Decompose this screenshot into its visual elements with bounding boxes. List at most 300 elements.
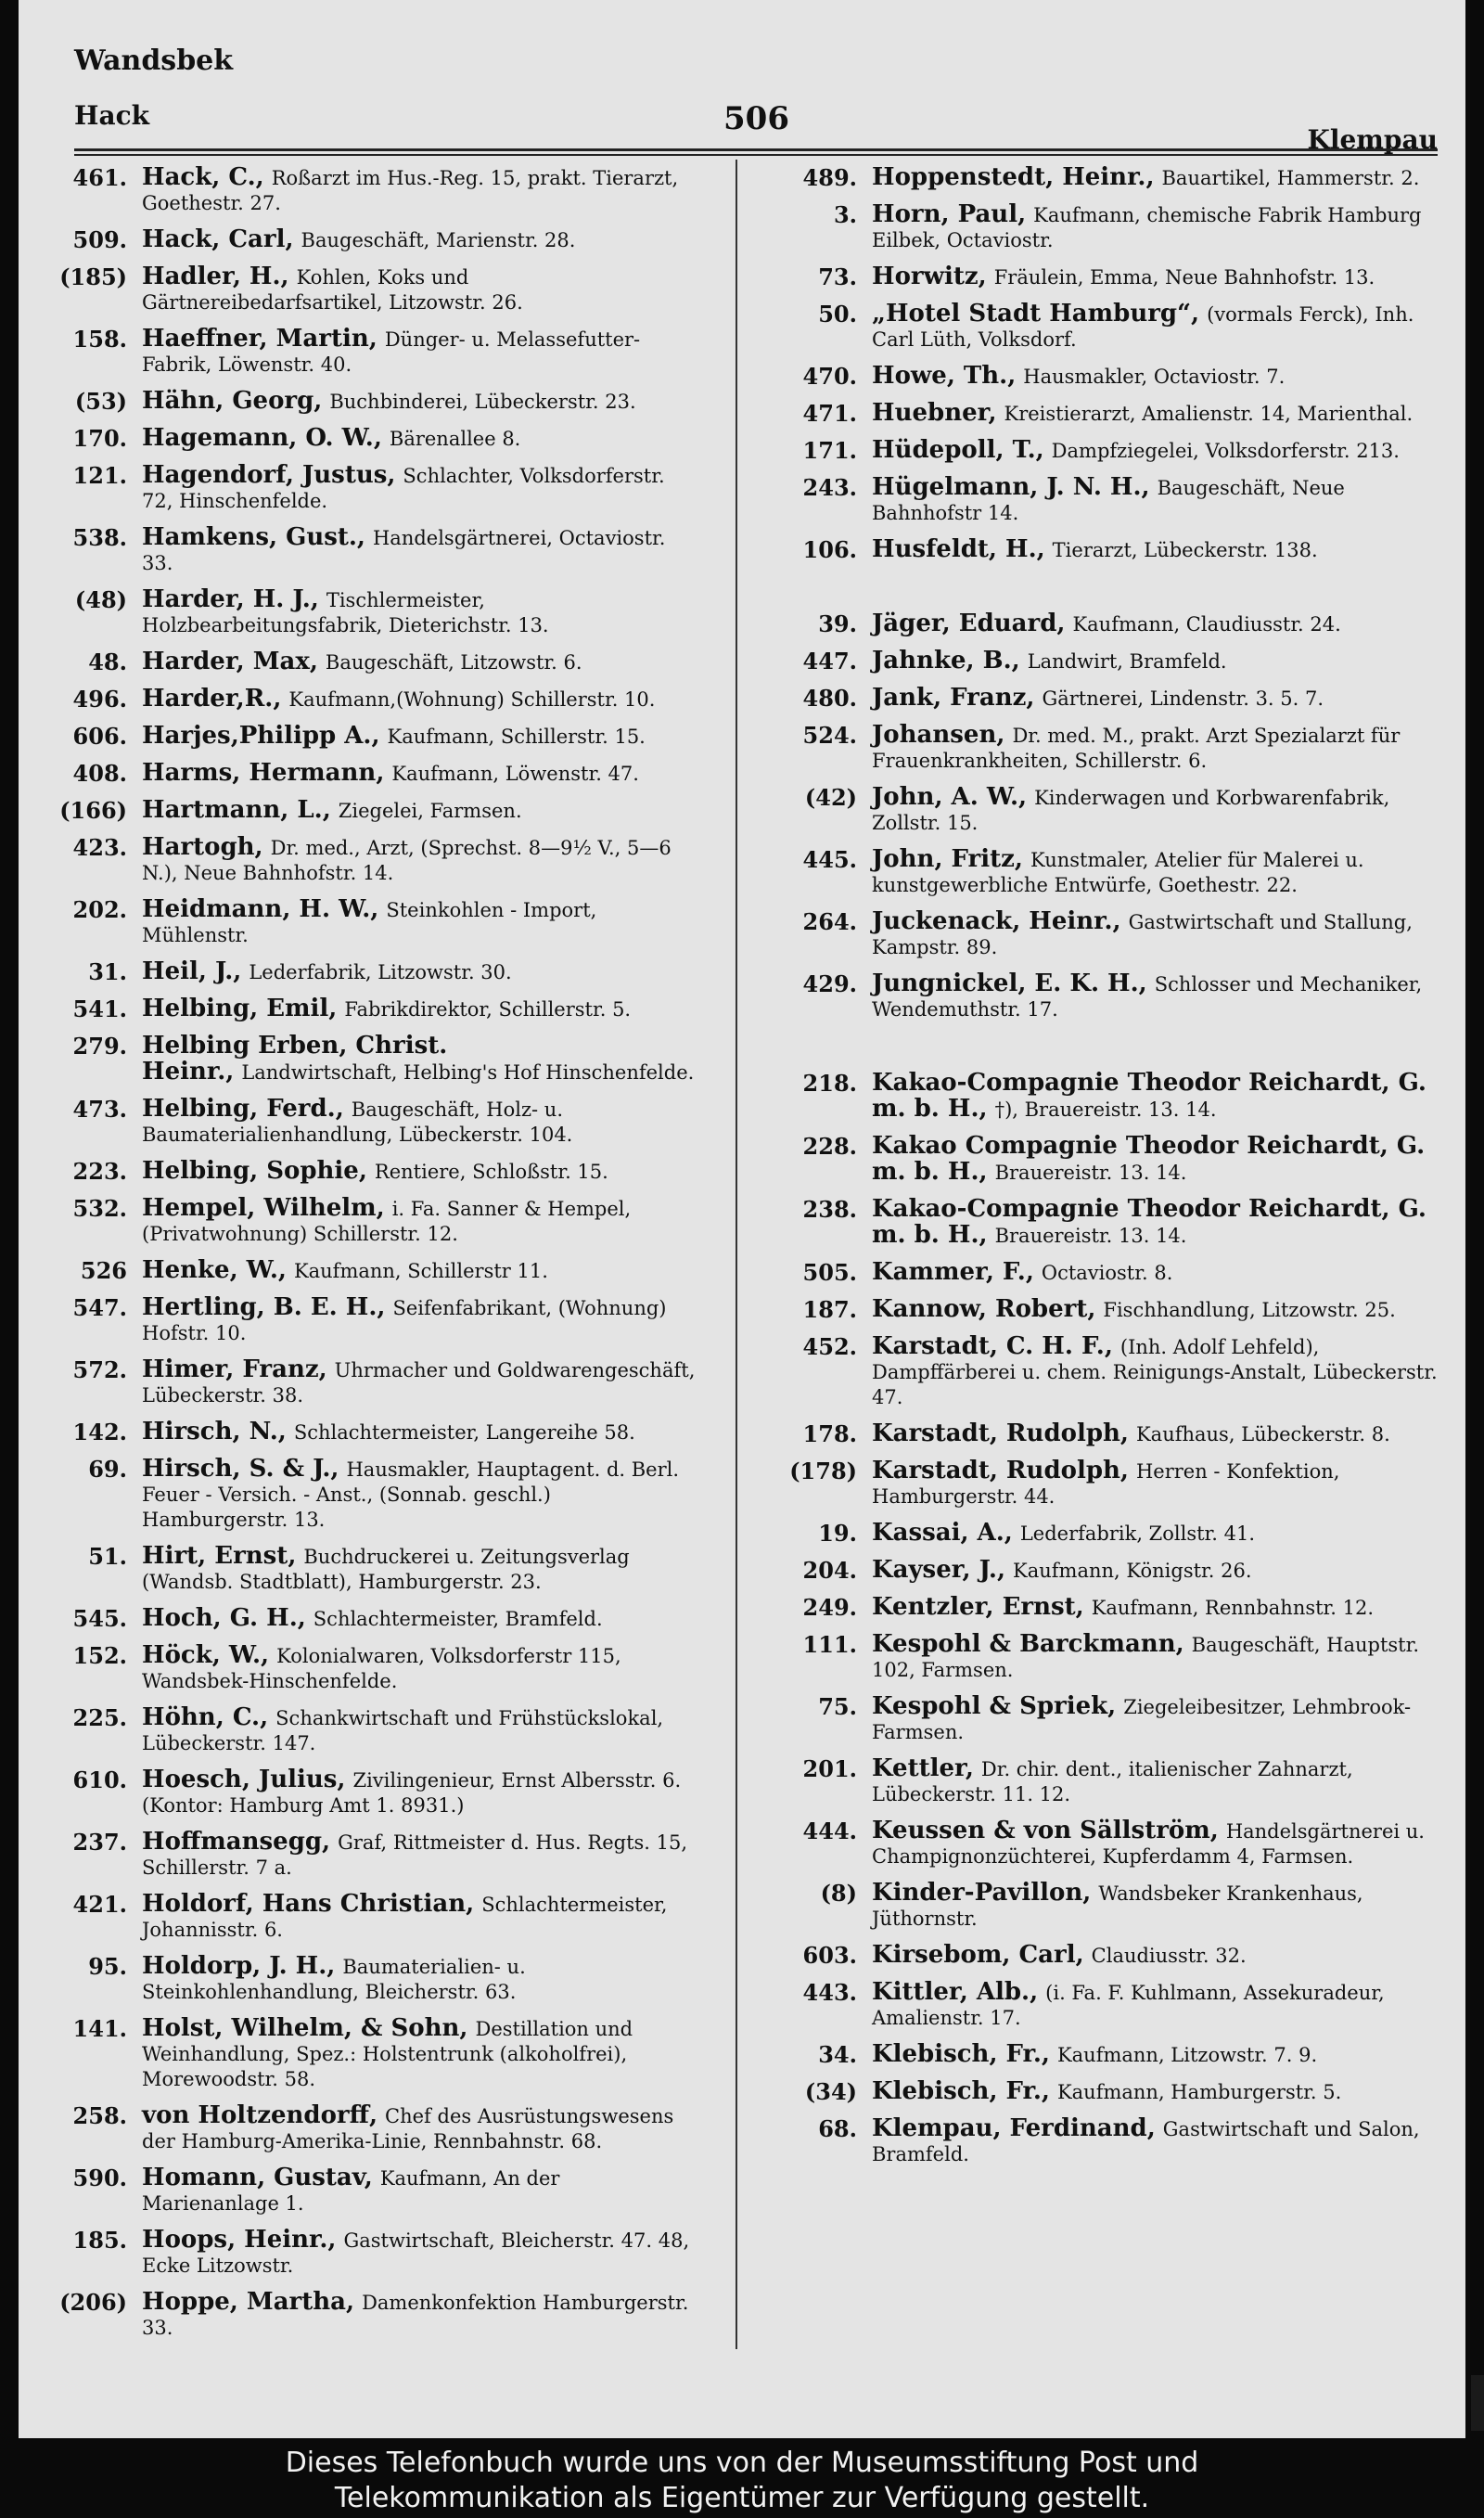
phone-number: 249. <box>802 1594 857 1621</box>
phone-number: 223. <box>72 1158 127 1185</box>
listing-text <box>142 1606 700 1632</box>
subscriber-details: Ziegelei, Farmsen. <box>338 800 522 822</box>
phone-number: 69. <box>88 1456 127 1483</box>
listing-entry <box>781 1197 1456 1249</box>
listing-text <box>142 1034 700 1086</box>
listing-text <box>872 971 1456 1022</box>
subscriber-details: Kohlen, Koks und Gärtnereibedarfsartikel, Litzowstr. 26. <box>142 266 523 314</box>
phone-number: 429. <box>802 970 857 997</box>
listing-text <box>142 1457 700 1533</box>
phone-number: 201. <box>802 1755 857 1782</box>
listing-text <box>142 2228 700 2279</box>
listing-text <box>142 2290 700 2341</box>
subscriber-details: (vormals Ferck), Inh. Carl Lüth, Volksdorf. <box>872 303 1414 351</box>
subscriber-details: Schlachter, Volksdorferstr. 72, Hinschenfelde. <box>142 465 665 512</box>
subscriber-details: Tischlermeister, Holzbearbeitungsfabrik, Dieterichstr. 13. <box>142 589 549 636</box>
subscriber-details: Dr. med., Arzt, (Sprechst. 8—9½ V., 5—6 N.), Neue Bahnhofstr. 14. <box>142 837 672 884</box>
listing-text <box>142 587 700 638</box>
subscriber-details: Gärtnerei, Lindenstr. 3. 5. 7. <box>1042 687 1324 710</box>
subscriber-name: Kannow, Robert, <box>872 1295 1096 1323</box>
listing-entry <box>781 364 1456 390</box>
section-gap <box>781 574 1456 611</box>
subscriber-name: Karstadt, Rudolph, <box>872 1457 1129 1484</box>
listing-text <box>872 1756 1456 1807</box>
phone-number: 606. <box>72 723 127 750</box>
phone-number: 461. <box>72 164 127 191</box>
subscriber-details: Baugeschäft, Neue Bahnhofstr 14. <box>872 477 1345 524</box>
subscriber-name: Hoppenstedt, Heinr., <box>872 163 1155 191</box>
subscriber-details: Dr. med. M., prakt. Arzt Spezialarzt für Frauenkrankheiten, Schillerstr. 6. <box>872 725 1401 772</box>
listing-entry <box>51 1159 700 1185</box>
subscriber-name: Kassai, A., <box>872 1519 1013 1547</box>
phone-number: 68. <box>818 2115 857 2142</box>
listing-entry <box>51 1705 700 1756</box>
subscriber-name: Hartmann, L., <box>142 796 331 824</box>
subscriber-details: Kaufmann,(Wohnung) Schillerstr. 10. <box>288 688 656 711</box>
listing-text <box>872 537 1456 563</box>
subscriber-details: Kaufmann, Hamburgerstr. 5. <box>1056 2081 1342 2103</box>
listing-text <box>142 1544 700 1595</box>
subscriber-details: Chef des Ausrüstungswesens der Hamburg-Amerika-Linie, Rennbahnstr. 68. <box>142 2105 674 2152</box>
subscriber-details: Ziegeleibesitzer, Lehmbrook-Farmsen. <box>872 1696 1412 1743</box>
subscriber-name: Harms, Hermann, <box>142 759 385 787</box>
subscriber-name: Kakao Compagnie Theodor Reichardt, G. m. b. H., <box>872 1132 1426 1186</box>
listing-text <box>872 165 1456 191</box>
subscriber-details: Buchbinderei, Lübeckerstr. 23. <box>329 391 636 413</box>
subscriber-details: Kaufmann, Claudiusstr. 24. <box>1072 613 1341 636</box>
listing-text <box>142 1705 700 1756</box>
listing-text <box>142 1892 700 1943</box>
subscriber-details: Steinkohlen - Import, Mühlenstr. <box>142 899 597 946</box>
listing-entry <box>51 525 700 576</box>
subscriber-name: John, A. W., <box>872 783 1028 811</box>
subscriber-details: Baugeschäft, Hauptstr. 102, Farmsen. <box>872 1634 1420 1681</box>
subscriber-details: Schlosser und Mechaniker, Wendemuthstr. 17. <box>872 973 1423 1021</box>
header-rule <box>74 148 1438 156</box>
phone-number: 279. <box>72 1033 127 1060</box>
subscriber-details: Kaufmann, Königstr. 26. <box>1013 1560 1252 1582</box>
subscriber-name: Heil, J., <box>142 957 242 985</box>
listing-entry <box>51 1544 700 1595</box>
listing-entry <box>781 1595 1456 1621</box>
listing-entry <box>51 165 700 216</box>
phone-number: 447. <box>802 648 857 674</box>
listing-entry <box>781 1558 1456 1584</box>
subscriber-details: Kaufmann, An der Marienanlage 1. <box>142 2167 560 2215</box>
phone-number: 421. <box>72 1891 127 1918</box>
listing-entry <box>51 835 700 886</box>
listing-entry <box>781 1260 1456 1286</box>
phone-number: 452. <box>802 1333 857 1360</box>
subscriber-details: Kaufmann, Rennbahnstr. 12. <box>1091 1597 1375 1619</box>
subscriber-name: Kammer, F., <box>872 1258 1034 1286</box>
subscriber-name: Harder, Max, <box>142 648 318 675</box>
city-heading: Wandsbek <box>74 45 234 77</box>
phone-number: 228. <box>802 1133 857 1160</box>
phone-number: (34) <box>804 2078 857 2105</box>
listing-entry <box>51 798 700 824</box>
phone-number: (206) <box>59 2289 127 2316</box>
footer-line-1: Dieses Telefonbuch wurde uns von der Museumsstiftung Post und <box>285 2447 1199 2479</box>
phone-number: 489. <box>802 164 857 191</box>
subscriber-details: Dünger- u. Melassefutter-Fabrik, Löwenstr. 40. <box>142 328 641 376</box>
footer-line-2: Telekommunikation als Eigentümer zur Verfügung gestellt. <box>334 2482 1150 2514</box>
subscriber-name: Kayser, J., <box>872 1556 1006 1584</box>
listing-text <box>872 2116 1456 2167</box>
subscriber-details: Kinderwagen und Korbwarenfabrik, Zollstr. 15. <box>872 787 1390 834</box>
listing-entry <box>781 1521 1456 1547</box>
phone-number: 541. <box>72 996 127 1022</box>
phone-number: 443. <box>802 1979 857 2006</box>
subscriber-details: Lederfabrik, Litzowstr. 30. <box>249 961 512 983</box>
phone-number: 243. <box>802 474 857 501</box>
subscriber-details: Graf, Rittmeister d. Hus. Regts. 15, Schillerstr. 7 a. <box>142 1831 688 1879</box>
phone-number: 532. <box>72 1195 127 1222</box>
subscriber-name: Karstadt, Rudolph, <box>872 1420 1129 1447</box>
listing-text <box>142 1196 700 1247</box>
column-divider <box>736 160 737 2349</box>
subscriber-name: von Holtzendorff, <box>142 2101 378 2129</box>
listing-text <box>142 1830 700 1881</box>
phone-number: 178. <box>802 1420 857 1447</box>
listing-entry <box>781 1980 1456 2031</box>
phone-number: 141. <box>72 2015 127 2042</box>
listing-text <box>142 649 700 675</box>
listing-entry <box>781 971 1456 1022</box>
subscriber-details: Dr. chir. dent., italienischer Zahnarzt, Lübeckerstr. 11. 12. <box>872 1758 1353 1805</box>
listing-text <box>142 227 700 253</box>
subscriber-details: Octaviostr. 8. <box>1041 1262 1173 1284</box>
subscriber-details: Claudiusstr. 32. <box>1091 1945 1247 1967</box>
listing-entry <box>781 1694 1456 1745</box>
subscriber-details: Destillation und Weinhandlung, Spez.: Holstentrunk (alkoholfrei), Morewoodstr. 58. <box>142 2018 633 2090</box>
subscriber-name: Kinder-Pavillon, <box>872 1879 1092 1907</box>
subscriber-name: Kittler, Alb., <box>872 1978 1039 2006</box>
phone-number: 106. <box>802 536 857 563</box>
listing-text <box>872 1595 1456 1621</box>
listing-entry <box>781 1334 1456 1410</box>
subscriber-name: Henke, W., <box>142 1256 287 1284</box>
listing-text <box>872 1071 1456 1123</box>
subscriber-name: Johansen, <box>872 721 1005 749</box>
subscriber-name: Keussen & von Sällström, <box>872 1817 1219 1844</box>
subscriber-details: Gastwirtschaft und Salon, Bramfeld. <box>872 2118 1420 2165</box>
listing-text <box>872 1197 1456 1249</box>
listing-text <box>872 1943 1456 1969</box>
subscriber-details: Kaufhaus, Lübeckerstr. 8. <box>1135 1423 1390 1445</box>
subscriber-name: Hähn, Georg, <box>142 387 323 415</box>
subscriber-details: Schlachtermeister, Johannisstr. 6. <box>142 1894 668 1941</box>
listing-text <box>872 1818 1456 1869</box>
listing-entry <box>51 1457 700 1533</box>
phone-number: 170. <box>72 425 127 452</box>
listing-text <box>142 1295 700 1346</box>
subscriber-name: Höhn, C., <box>142 1703 269 1731</box>
subscriber-details: Schlachtermeister, Bramfeld. <box>313 1608 603 1630</box>
phone-number: 31. <box>88 958 127 985</box>
listing-text <box>142 1357 700 1408</box>
subscriber-name: Husfeldt, H., <box>872 535 1045 563</box>
subscriber-name: John, Fritz, <box>872 845 1023 873</box>
phone-number: (53) <box>74 388 127 415</box>
listing-entry <box>51 1767 700 1818</box>
listing-entry <box>51 2103 700 2154</box>
listing-text <box>872 364 1456 390</box>
listing-text <box>872 847 1456 898</box>
subscriber-details: Roßarzt im Hus.-Reg. 15, prakt. Tierarzt, Goethestr. 27. <box>142 167 679 214</box>
subscriber-name: Kakao-Compagnie Theodor Reichardt, G. m. b. H., <box>872 1195 1426 1249</box>
subscriber-details: Handelsgärtnerei u. Champignonzüchterei, Kupferdamm 4, Farmsen. <box>872 1820 1425 1868</box>
subscriber-details: Hausmakler, Hauptagent. d. Berl. Feuer - Versich. - Anst., (Sonnab. geschl.) Hamburgerstr. 13. <box>142 1458 680 1531</box>
subscriber-name: „Hotel Stadt Hamburg“, <box>872 300 1200 328</box>
listing-entry <box>51 687 700 713</box>
phone-number: 225. <box>72 1704 127 1731</box>
listing-text <box>142 525 700 576</box>
listing-text <box>142 1159 700 1185</box>
listing-entry <box>781 1943 1456 1969</box>
subscriber-details: Fischhandlung, Litzowstr. 25. <box>1103 1299 1396 1321</box>
listing-text <box>872 264 1456 290</box>
subscriber-details: Landwirt, Bramfeld. <box>1027 650 1227 673</box>
listing-entry <box>51 959 700 985</box>
phone-number: 444. <box>802 1818 857 1844</box>
phone-number: 473. <box>72 1096 127 1123</box>
listing-text <box>142 389 700 415</box>
listing-entry <box>51 389 700 415</box>
subscriber-details: Brauereistr. 13. 14. <box>994 1162 1187 1184</box>
subscriber-details: Buchdruckerei u. Zeitungsverlag (Wandsb. Stadtblatt), Hamburgerstr. 23. <box>142 1546 630 1593</box>
listing-entry <box>781 909 1456 960</box>
listing-text <box>872 401 1456 427</box>
listing-entry <box>781 537 1456 563</box>
listing-text <box>142 761 700 787</box>
subscriber-name: Kentzler, Ernst, <box>872 1593 1084 1621</box>
directory-page <box>19 0 1465 2438</box>
listing-entry <box>51 264 700 315</box>
subscriber-name: Holst, Wilhelm, & Sohn, <box>142 2014 468 2042</box>
listing-text <box>872 2079 1456 2105</box>
subscriber-name: Klempau, Ferdinand, <box>872 2114 1156 2142</box>
phone-number: 470. <box>802 363 857 390</box>
listing-text <box>872 1694 1456 1745</box>
subscriber-name: Hirsch, S. & J., <box>142 1455 339 1483</box>
subscriber-details: i. Fa. Sanner & Hempel, (Privatwohnung) Schillerstr. 12. <box>142 1198 632 1245</box>
subscriber-name: Hagendorf, Justus, <box>142 461 396 489</box>
phone-number: 50. <box>818 301 857 328</box>
phone-number: 496. <box>72 686 127 713</box>
phone-number: 204. <box>802 1557 857 1584</box>
listing-entry <box>51 1196 700 1247</box>
listing-entry <box>51 1097 700 1148</box>
listing-text <box>872 723 1456 774</box>
subscriber-name: Howe, Th., <box>872 362 1017 390</box>
subscriber-details: Baugeschäft, Marienstr. 28. <box>301 229 576 251</box>
subscriber-name: Harder,R., <box>142 685 282 713</box>
listing-entry <box>51 1954 700 2005</box>
listing-text <box>142 897 700 948</box>
subscriber-details: Kaufmann, Löwenstr. 47. <box>391 763 639 785</box>
subscriber-details: Gastwirtschaft und Stallung, Kampstr. 89. <box>872 911 1413 958</box>
listing-entry <box>51 1295 700 1346</box>
subscriber-details: Baumaterialien- u. Steinkohlenhandlung, Bleicherstr. 63. <box>142 1956 526 2003</box>
listing-text <box>142 724 700 750</box>
listing-text <box>142 687 700 713</box>
listing-text <box>872 1521 1456 1547</box>
listing-text <box>872 2042 1456 2068</box>
listing-text <box>872 1421 1456 1447</box>
phone-number: 547. <box>72 1294 127 1321</box>
listing-text <box>142 1420 700 1445</box>
listing-text <box>142 1767 700 1818</box>
phone-number: 505. <box>802 1259 857 1286</box>
listing-text <box>872 909 1456 960</box>
subscriber-name: Hadler, H., <box>142 263 289 290</box>
subscriber-name: Jahnke, B., <box>872 647 1020 674</box>
subscriber-name: Hempel, Wilhelm, <box>142 1194 385 1222</box>
listing-text <box>142 798 700 824</box>
subscriber-name: Hoppe, Martha, <box>142 2288 355 2316</box>
subscriber-name: Hamkens, Gust., <box>142 523 365 551</box>
subscriber-name: Jank, Franz, <box>872 684 1035 712</box>
phone-number: 48. <box>88 649 127 675</box>
subscriber-details: Schankwirtschaft und Frühstückslokal, Lübeckerstr. 147. <box>142 1707 664 1754</box>
subscriber-name: Jungnickel, E. K. H., <box>872 970 1147 997</box>
phone-number: (178) <box>789 1458 857 1484</box>
listing-entry <box>51 649 700 675</box>
listing-text <box>872 649 1456 674</box>
listing-entry <box>781 2079 1456 2105</box>
listing-entry <box>51 327 700 378</box>
listing-text <box>142 426 700 452</box>
phone-number: (48) <box>74 586 127 613</box>
subscriber-details: Kaufmann, Schillerstr 11. <box>293 1260 548 1282</box>
listing-entry <box>51 1357 700 1408</box>
phone-number: 603. <box>802 1942 857 1969</box>
subscriber-name: Hoch, G. H., <box>142 1604 306 1632</box>
subscriber-name: Klebisch, Fr., <box>872 2077 1050 2105</box>
listing-text <box>142 1258 700 1284</box>
left-column <box>51 165 700 2352</box>
subscriber-details: Kaufmann, chemische Fabrik Hamburg Eilbek, Octaviostr. <box>872 204 1422 251</box>
phone-number: 509. <box>72 226 127 253</box>
phone-number: 111. <box>802 1631 857 1658</box>
subscriber-name: Horwitz, <box>872 263 987 290</box>
listing-text <box>142 165 700 216</box>
listing-text <box>142 2103 700 2154</box>
subscriber-name: Hagemann, O. W., <box>142 424 382 452</box>
phone-number: 34. <box>818 2041 857 2068</box>
subscriber-details: Baugeschäft, Litzowstr. 6. <box>325 651 582 674</box>
listing-entry <box>781 686 1456 712</box>
listing-entry <box>51 1034 700 1086</box>
listing-entry <box>51 426 700 452</box>
subscriber-details: (i. Fa. F. Kuhlmann, Assekuradeur, Amalienstr. 17. <box>872 1982 1385 2029</box>
phone-number: 19. <box>818 1520 857 1547</box>
subscriber-details: Dampfziegelei, Volksdorferstr. 213. <box>1051 440 1400 462</box>
subscriber-name: Hirsch, N., <box>142 1418 287 1445</box>
subscriber-details: Damenkonfektion Hamburgerstr. 33. <box>142 2292 689 2339</box>
subscriber-details: (Inh. Adolf Lehfeld), Dampffärberei u. chem. Reinigungs-Anstalt, Lübeckerstr. 47. <box>872 1336 1438 1408</box>
listing-text <box>142 2016 700 2092</box>
listing-text <box>872 1980 1456 2031</box>
subscriber-name: Kettler, <box>872 1754 974 1782</box>
listing-text <box>872 1558 1456 1584</box>
subscriber-name: Hoesch, Julius, <box>142 1766 346 1793</box>
subscriber-details: Fabrikdirektor, Schillerstr. 5. <box>344 998 632 1021</box>
phone-number: 590. <box>72 2165 127 2191</box>
subscriber-name: Kespohl & Spriek, <box>872 1692 1117 1720</box>
phone-number: (185) <box>59 263 127 290</box>
listing-entry <box>781 2042 1456 2068</box>
subscriber-name: Hoops, Heinr., <box>142 2226 337 2254</box>
phone-number: 545. <box>72 1605 127 1632</box>
subscriber-name: Heidmann, H. W., <box>142 895 379 923</box>
subscriber-details: Bärenallee 8. <box>389 428 521 450</box>
footer-note <box>0 2446 1484 2516</box>
subscriber-name: Horn, Paul, <box>872 200 1027 228</box>
listing-text <box>872 1334 1456 1410</box>
phone-number: 572. <box>72 1356 127 1383</box>
subscriber-name: Karstadt, C. H. F., <box>872 1332 1113 1360</box>
listing-entry <box>781 1297 1456 1323</box>
listing-entry <box>51 2165 700 2216</box>
subscriber-details: Brauereistr. 13. 14. <box>994 1225 1187 1247</box>
section-gap <box>781 1034 1456 1071</box>
phone-number: 445. <box>802 846 857 873</box>
phone-number: 3. <box>833 201 857 228</box>
listing-entry <box>51 587 700 638</box>
subscriber-name: Hügelmann, J. N. H., <box>872 473 1150 501</box>
listing-entry <box>781 2116 1456 2167</box>
phone-number: (166) <box>59 797 127 824</box>
listing-entry <box>51 1606 700 1632</box>
listing-entry <box>781 1632 1456 1683</box>
listing-text <box>872 202 1456 253</box>
listing-entry <box>51 1892 700 1943</box>
phone-number: 75. <box>818 1693 857 1720</box>
listing-entry <box>781 1818 1456 1869</box>
subscriber-details: Rentiere, Schloßstr. 15. <box>374 1161 608 1183</box>
listing-entry <box>781 785 1456 836</box>
subscriber-details: Hausmakler, Octaviostr. 7. <box>1023 366 1286 388</box>
phone-number: 258. <box>72 2102 127 2129</box>
phone-number: (8) <box>820 1880 857 1907</box>
phone-number: 202. <box>72 896 127 923</box>
listing-entry <box>51 761 700 787</box>
listing-entry <box>781 438 1456 464</box>
subscriber-name: Juckenack, Heinr., <box>872 907 1121 935</box>
listing-text <box>142 264 700 315</box>
phone-number: 471. <box>802 400 857 427</box>
phone-number: 73. <box>818 263 857 290</box>
listing-text <box>872 611 1456 637</box>
subscriber-name: Haeffner, Martin, <box>142 325 377 353</box>
subscriber-name: Holdorp, J. H., <box>142 1952 336 1980</box>
subscriber-name: Himer, Franz, <box>142 1355 327 1383</box>
subscriber-name: Höck, W., <box>142 1641 270 1669</box>
phone-number: 237. <box>72 1829 127 1856</box>
phone-number: 610. <box>72 1766 127 1793</box>
listing-text <box>872 438 1456 464</box>
listing-entry <box>781 649 1456 674</box>
phone-number: 480. <box>802 685 857 712</box>
listing-text <box>142 1643 700 1694</box>
phone-number: 526 <box>80 1257 127 1284</box>
listing-text <box>142 1097 700 1148</box>
subscriber-details: Baugeschäft, Holz- u. Baumaterialienhandlung, Lübeckerstr. 104. <box>142 1098 573 1146</box>
listing-entry <box>781 302 1456 353</box>
listing-text <box>872 1260 1456 1286</box>
